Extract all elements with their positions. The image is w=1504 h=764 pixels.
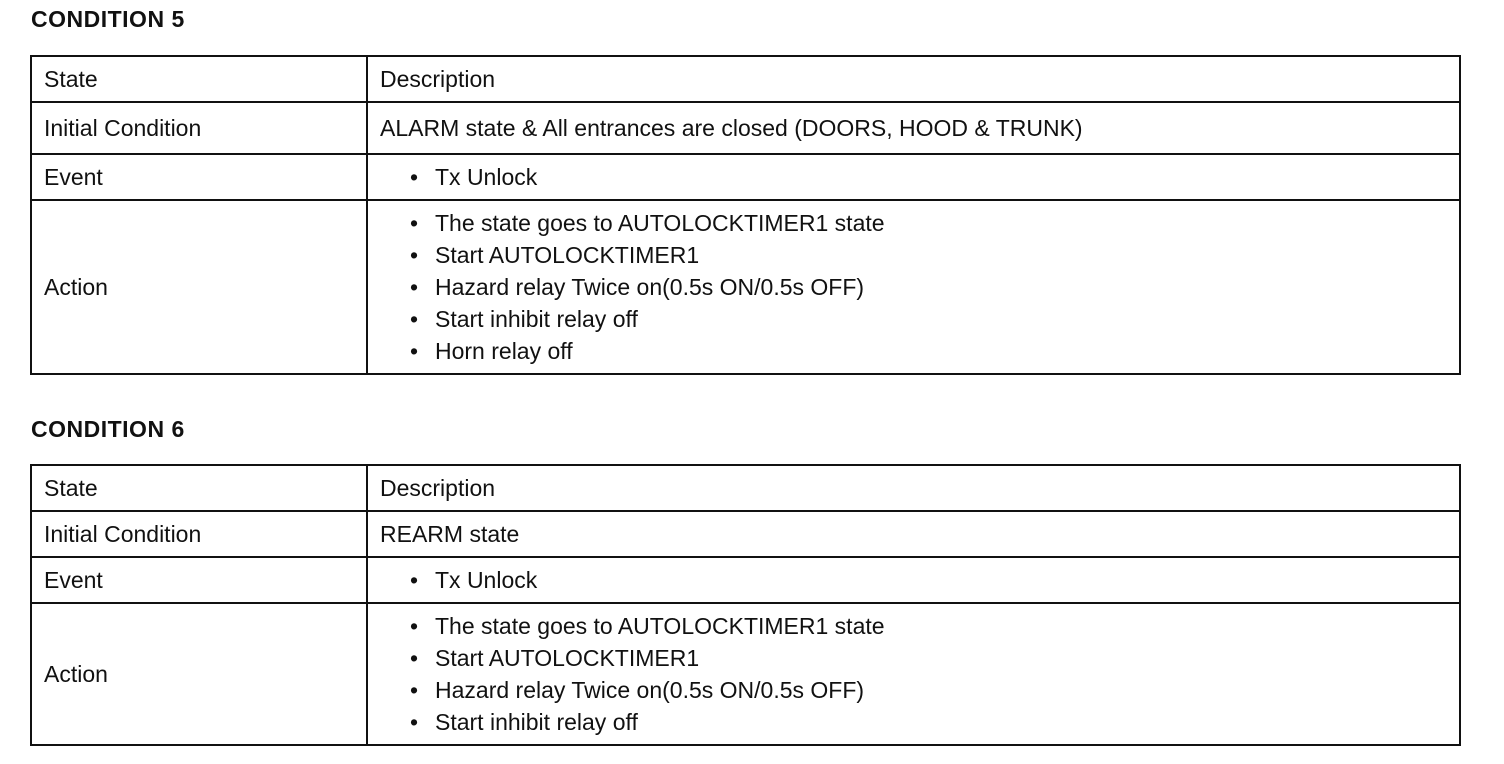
table-row <box>31 56 1460 102</box>
condition-5-table <box>30 55 1461 375</box>
list-item: • Tx Unlock <box>410 161 1447 193</box>
list-item: • Start inhibit relay off <box>410 706 1447 738</box>
condition-5-title: CONDITION 5 <box>31 6 185 32</box>
event-label: Event <box>31 557 367 603</box>
header-state: State <box>31 465 367 511</box>
action-label: Action <box>31 200 367 374</box>
initial-condition-value: REARM state <box>367 511 1460 557</box>
action-list <box>380 207 1447 367</box>
list-item: • The state goes to AUTOLOCKTIMER1 state <box>410 610 1447 642</box>
event-label: Event <box>31 154 367 200</box>
header-description: Description <box>367 465 1460 511</box>
action-cell <box>367 200 1460 374</box>
table-row <box>31 154 1460 200</box>
initial-condition-label: Initial Condition <box>31 511 367 557</box>
table-row <box>31 511 1460 557</box>
action-cell <box>367 603 1460 745</box>
event-cell <box>367 557 1460 603</box>
table-row <box>31 102 1460 154</box>
initial-condition-label: Initial Condition <box>31 102 367 154</box>
event-list <box>380 564 1447 596</box>
condition-6-title: CONDITION 6 <box>31 416 185 442</box>
list-item: • Start AUTOLOCKTIMER1 <box>410 239 1447 271</box>
list-item: • Tx Unlock <box>410 564 1447 596</box>
table-row <box>31 465 1460 511</box>
initial-condition-value: ALARM state & All entrances are closed (DOORS, HOOD & TRUNK) <box>367 102 1460 154</box>
list-item: • Horn relay off <box>410 335 1447 367</box>
list-item: • Hazard relay Twice on(0.5s ON/0.5s OFF) <box>410 674 1447 706</box>
action-label: Action <box>31 603 367 745</box>
list-item: • The state goes to AUTOLOCKTIMER1 state <box>410 207 1447 239</box>
table-row <box>31 557 1460 603</box>
table-row <box>31 603 1460 745</box>
list-item: • Start inhibit relay off <box>410 303 1447 335</box>
action-list <box>380 610 1447 738</box>
header-state: State <box>31 56 367 102</box>
condition-6-table <box>30 464 1461 746</box>
event-list <box>380 161 1447 193</box>
table-row <box>31 200 1460 374</box>
header-description: Description <box>367 56 1460 102</box>
event-cell <box>367 154 1460 200</box>
list-item: • Start AUTOLOCKTIMER1 <box>410 642 1447 674</box>
list-item: • Hazard relay Twice on(0.5s ON/0.5s OFF) <box>410 271 1447 303</box>
